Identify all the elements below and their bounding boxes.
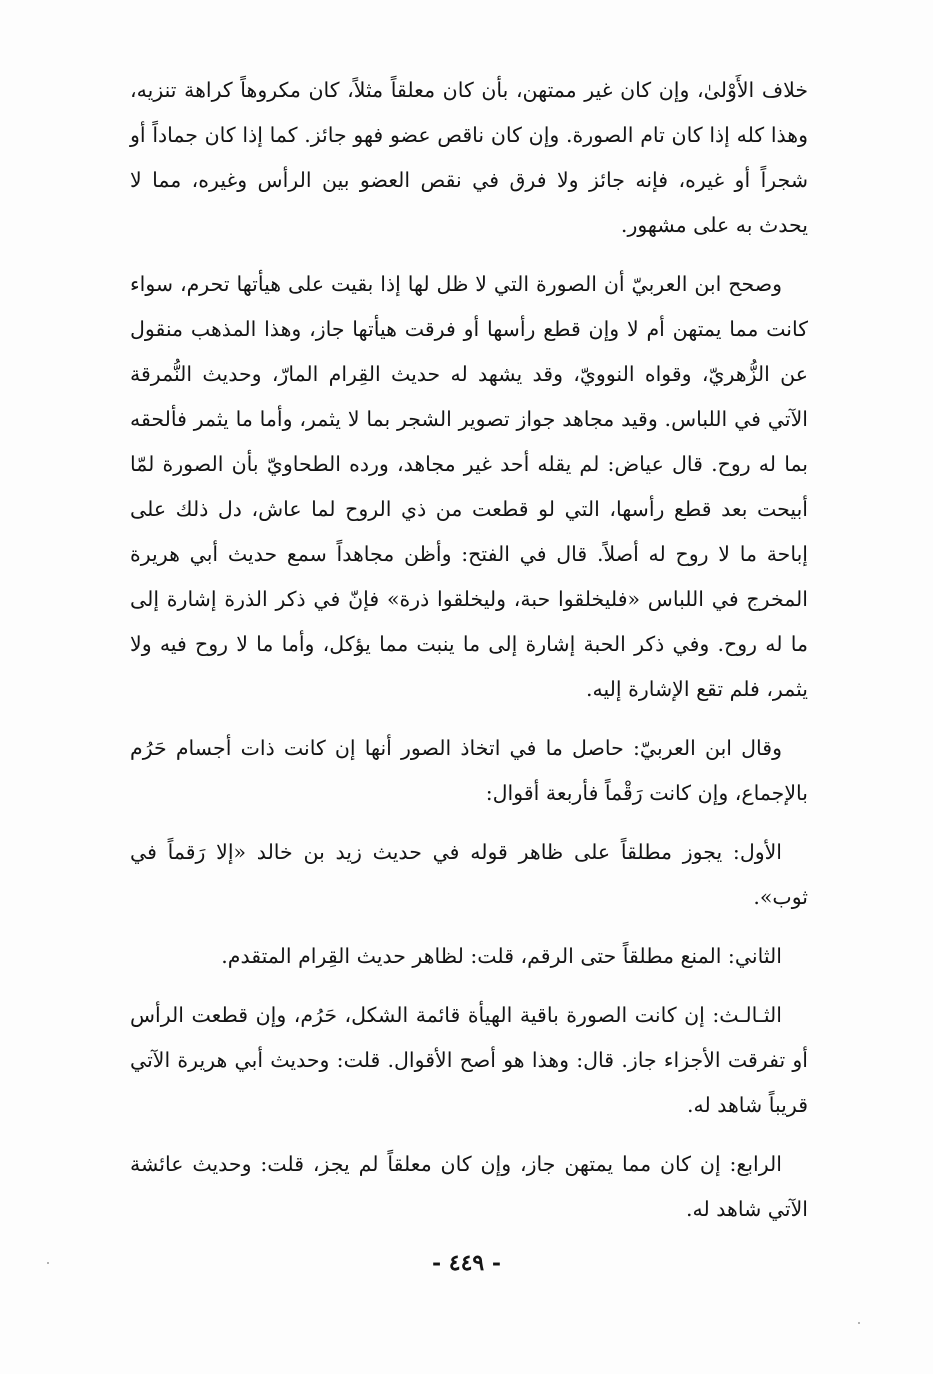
paragraph-opinion-fourth: الرابع: إن كان مما يمتهن جاز، وإن كان معلقاً لم يجز، قلت: وحديث عائشة الآتي شاهد له. bbox=[130, 1152, 808, 1221]
paragraph-ibn-arabi-ruling: وصحح ابن العربيّ أن الصورة التي لا ظل لها إذا بقيت على هيأتها تحرم، سواء كانت مما يمتهن أم لا وإن قطع رأسها أو فرقت هيأتها جاز، وهذا المذهب منقول عن الزُّهريّ، وقواه النوويّ، وقد يشهد له حديث القِرام المارّ، وحديث النُّمرقة الآتي في اللباس. وقيد مجاهد جواز تصوير الشجر بما لا يثمر، وأما ما يثمر فألحقه بما له روح. قال عياض: لم يقله أحد غير مجاهد، ورده الطحاويّ بأن الصورة لمّا أبيحت بعد قطع رأسها، التي لو قطعت من ذي الروح لما عاش، دل ذلك على إباحة ما لا روح له أصلاً. قال في الفتح: وأظن مجاهداً سمع حديث أبي هريرة المخرج في اللباس «فليخلقوا حبة، وليخلقوا ذرة» فإنّ في ذكر الذرة إشارة إلى ما له روح. وفي ذكر الحبة إشارة إلى ما ينبت مما يؤكل، وأما ما لا روح فيه ولا يثمر، فلم تقع الإشارة إليه. bbox=[130, 272, 808, 701]
paragraph-four-opinions-intro: وقال ابن العربيّ: حاصل ما في اتخاذ الصور أنها إن كانت ذات أجسام حَرُم بالإجماع، وإن كانت رَقْماً فأربعة أقوال: bbox=[130, 736, 808, 805]
scan-speck bbox=[47, 1262, 49, 1264]
scan-speck bbox=[858, 1322, 860, 1324]
body-text bbox=[130, 68, 808, 1246]
page-number: - ٤٤٩ - bbox=[431, 1250, 502, 1276]
paragraph-continuation: خلاف الأَوْلىٰ، وإن كان غير ممتهن، بأن كان معلقاً مثلاً، كان مكروهاً كراهة تنزيه، وهذا كله إذا كان تام الصورة. وإن كان ناقص عضو فهو جائز. كما إذا كان جماداً أو شجراً أو غيره، فإنه جائز ولا فرق في نقص العضو بين الرأس وغيره، مما لا يحدث به على مشهور. bbox=[130, 78, 808, 237]
paragraph-opinion-second: الثاني: المنع مطلقاً حتى الرقم، قلت: لظاهر حديث القِرام المتقدم. bbox=[221, 944, 782, 968]
paragraph-opinion-first: الأول: يجوز مطلقاً على ظاهر قوله في حديث زيد بن خالد «إلا رَقماً في ثوب». bbox=[130, 840, 808, 909]
paragraph-opinion-third: الثـالـث: إن كانت الصورة باقية الهيأة قائمة الشكل، حَرُم، وإن قطعت الرأس أو تفرقت الأجزاء جاز. قال: وهذا هو أصح الأقوال. قلت: وحديث أبي هريرة الآتي قريباً شاهد له. bbox=[130, 1003, 808, 1117]
